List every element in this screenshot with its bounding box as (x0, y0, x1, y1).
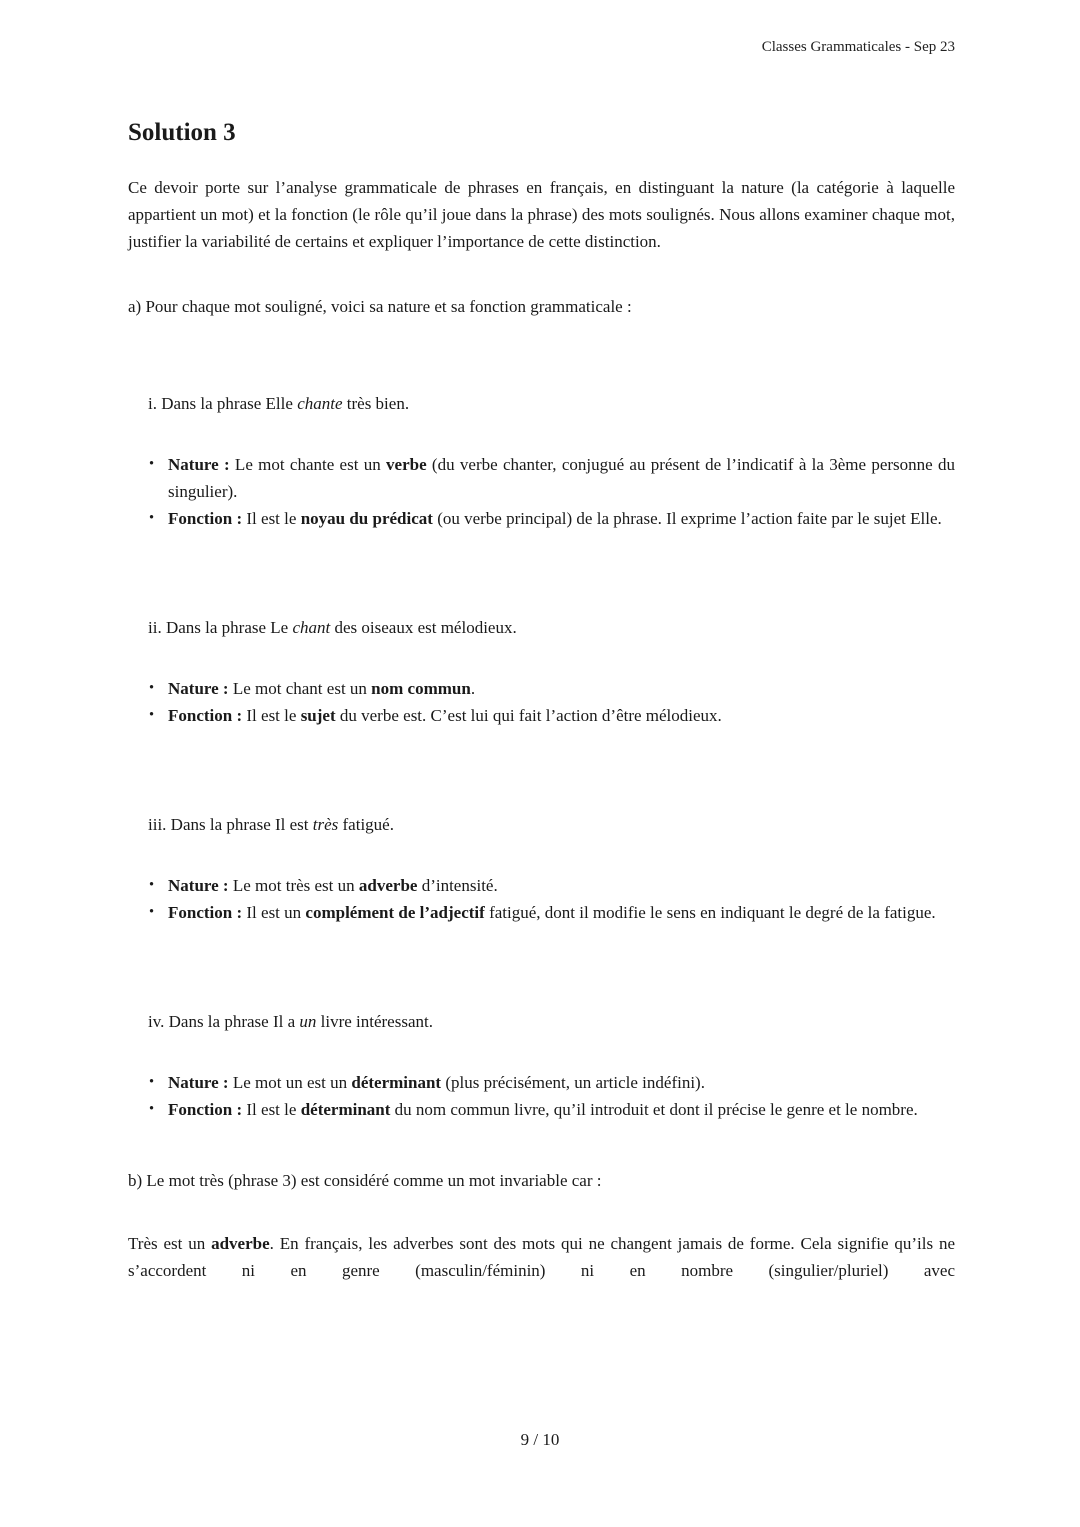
part-b-paragraph: Très est un adverbe. En français, les adverbes sont des mots qui ne changent jamais de forme. Cela signifie qu’ils ne s’accordent ni en genre (masculin/féminin) ni en nombre (singulier/pluriel) avec (128, 1234, 955, 1280)
part-a-heading: a) Pour chaque mot souligné, voici sa nature et sa fonction grammaticale : (128, 297, 632, 316)
item-i-bullet-list (128, 451, 955, 532)
page-number: 9 / 10 (520, 1430, 560, 1449)
item-ii-heading: ii. Dans la phrase Le chant des oiseaux est mélodieux. (148, 618, 517, 637)
header-text: Classes Grammaticales - Sep 23 (761, 39, 955, 55)
item-ii (128, 614, 955, 729)
part-b-heading: b) Le mot très (phrase 3) est considéré comme un mot invariable car : (128, 1171, 602, 1190)
item-ii-bullet-list (128, 675, 955, 729)
item-i-nature-bullet: • Nature : Le mot chante est un verbe (du verbe chanter, conjugué au présent de l’indicatif à la 3ème personne du singulier). (128, 451, 955, 505)
item-iii-nature-bullet: • Nature : Le mot très est un adverbe d’intensité. (128, 872, 955, 899)
item-iv-bullet-list (128, 1069, 955, 1123)
item-i-fonction-bullet: • Fonction : Il est le noyau du prédicat (ou verbe principal) de la phrase. Il exprime l’action faite par le sujet Elle. (128, 505, 955, 532)
item-iii-heading: iii. Dans la phrase Il est très fatigué. (148, 815, 394, 834)
item-iv-nature-bullet: • Nature : Le mot un est un déterminant (plus précisément, un article indéfini). (128, 1069, 955, 1096)
item-iv-fonction-bullet: • Fonction : Il est le déterminant du nom commun livre, qu’il introduit et dont il précise le genre et le nombre. (128, 1096, 955, 1123)
page-header (128, 36, 955, 58)
item-iii-fonction-bullet: • Fonction : Il est un complément de l’adjectif fatigué, dont il modifie le sens en indiquant le degré de la fatigue. (128, 899, 955, 926)
item-ii-fonction-bullet: • Fonction : Il est le sujet du verbe est. C’est lui qui fait l’action d’être mélodieux. (128, 702, 955, 729)
intro-paragraph: Ce devoir porte sur l’analyse grammaticale de phrases en français, en distinguant la nature (la catégorie à laquelle appartient un mot) et la fonction (le rôle qu’il joue dans la phrase) des mots soulignés. Nous allons examiner chaque mot, justifier la variabilité de certains et expliquer l’importance de cette distinction. (128, 178, 955, 251)
item-iii (128, 811, 955, 926)
item-i (128, 390, 955, 532)
item-iv-heading: iv. Dans la phrase Il a un livre intéressant. (148, 1012, 433, 1031)
item-i-heading: i. Dans la phrase Elle chante très bien. (148, 394, 410, 413)
page-title: Solution 3 (128, 119, 236, 146)
item-ii-nature-bullet: • Nature : Le mot chant est un nom commun. (128, 675, 955, 702)
item-iv (128, 1008, 955, 1123)
item-iii-bullet-list (128, 872, 955, 926)
